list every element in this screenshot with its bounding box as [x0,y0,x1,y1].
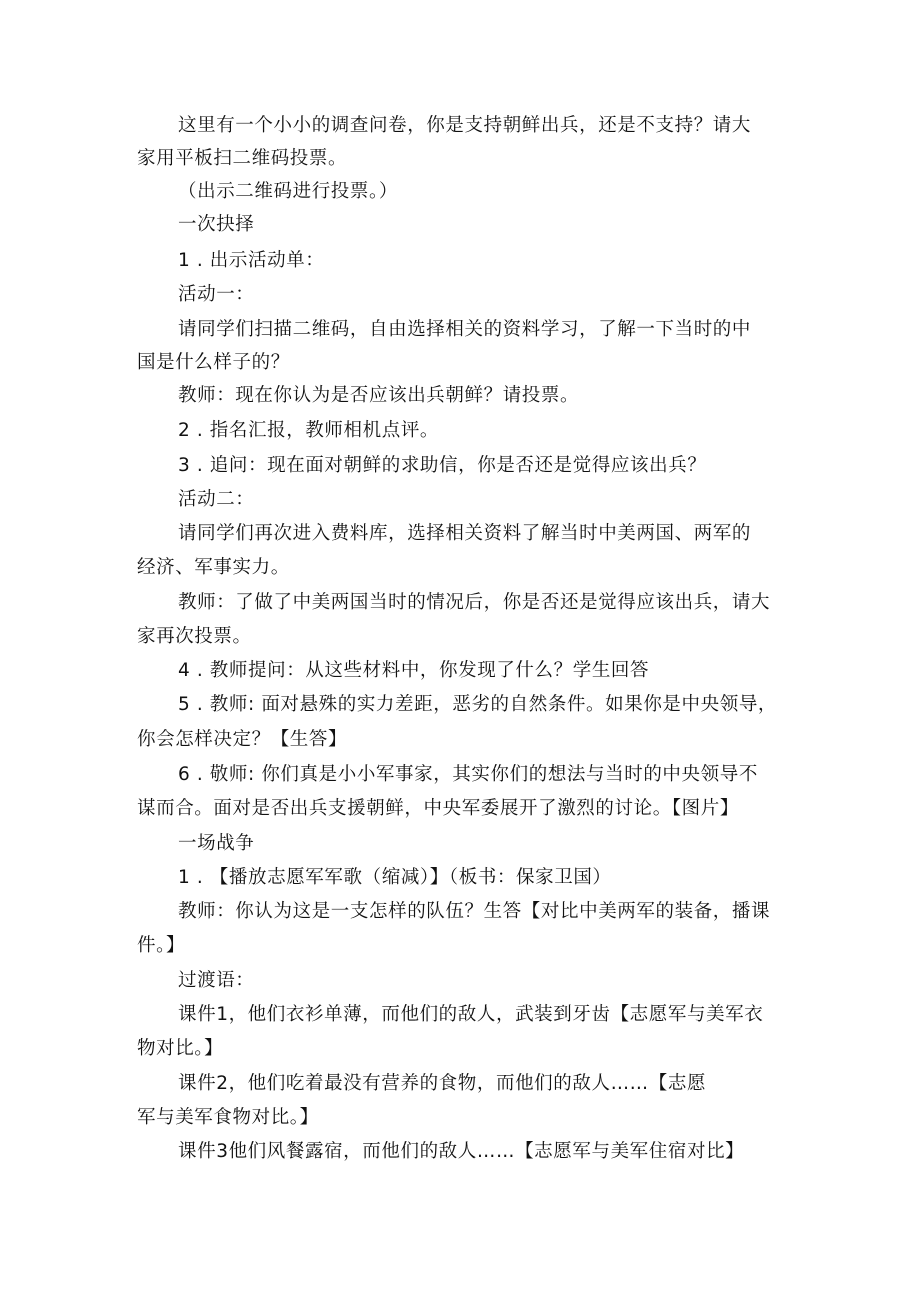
text-line: 过渡语： [178,970,255,991]
section-heading: 一场战争 [178,833,255,854]
text-line: 家用平板扫二维码投票。 [137,148,348,169]
text-line: 教师：现在你认为是否应该出兵朝鲜？请投票。 [178,385,580,406]
text-line: 活动一： [178,284,255,305]
text-line: 家再次投票。 [137,626,252,647]
text-line: 件。】 [137,935,186,956]
text-line: 国是什么样子的？ [137,352,290,373]
text-line: 课件2，他们吃着最没有营养的食物，而他们的敌人……【志愿 [178,1073,707,1094]
text-line: 活动二： [178,489,255,510]
text-line: 教师：你认为这是一支怎样的队伍？生答【对比中美两军的装备，播课 [178,901,771,922]
text-line: 课件3他们风餐露宿，而他们的敌人……【志愿军与美军住宿对比】 [178,1141,745,1162]
text-line: 教师：了做了中美两国当时的情况后，你是否还是觉得应该出兵，请大 [178,592,771,613]
section-heading: 一次抉择 [178,214,255,235]
text-line: （出示二维码进行投票。） [178,181,398,202]
text-line: 1 . 出示活动单： [178,250,325,271]
text-line: 1 . 【播放志愿军军歌（缩减）】（板书：保家卫国） [178,867,612,888]
text-line: 课件1，他们衣衫单薄，而他们的敌人，武装到牙齿【志愿军与美军衣 [178,1004,764,1025]
text-line: 3 . 追问：现在面对朝鲜的求助信，你是否还是觉得应该出兵？ [178,455,707,476]
text-line: 5 . 教师: 面对悬殊的实力差距，恶劣的自然条件。如果你是中央领导， [178,694,778,715]
text-line: 这里有一个小小的调查问卷，你是支持朝鲜出兵，还是不支持？请大 [178,115,752,136]
text-line: 请同学们扫描二维码，自由选择相关的资料学习，了解一下当时的中 [178,319,752,340]
text-line: 物对比。】 [137,1038,224,1059]
text-line: 2 . 指名汇报，教师相机点评。 [178,420,440,441]
text-line: 4 . 教师提问：从这些材料中，你发现了什么？学生回答 [178,660,650,681]
text-line: 你会怎样决定？【生答】 [137,729,348,750]
text-line: 谋而合。面对是否出兵支援朝鲜，中央军委展开了激烈的讨论。【图片】 [137,798,739,819]
text-line: 经济、军事实力。 [137,557,290,578]
text-line: 军与美军食物对比。】 [137,1107,319,1128]
text-line: 6 . 敬师: 你们真是小小军事家，其实你们的想法与当时的中央领导不 [178,764,758,785]
text-line: 请同学们再次进入费料库，选择相关资料了解当时中美两国、两军的 [178,523,752,544]
